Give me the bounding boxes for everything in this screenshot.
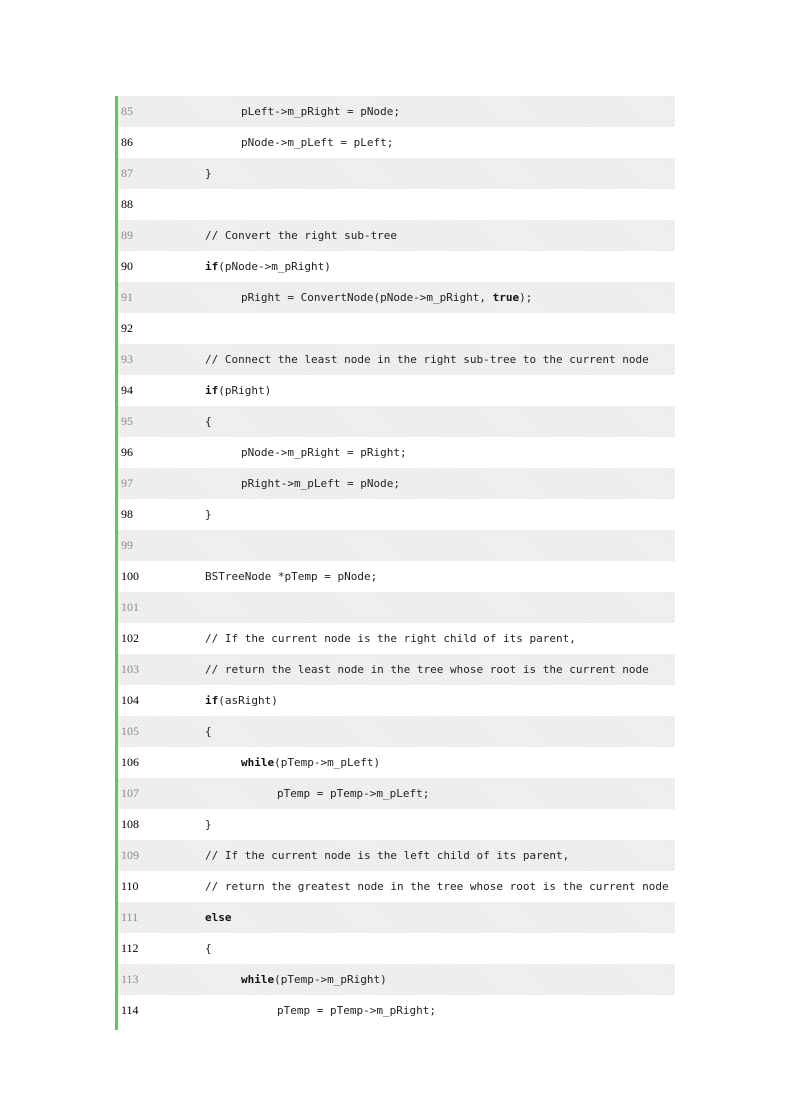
code-text (205, 902, 232, 933)
line-number: 96 (121, 445, 133, 459)
code-line (118, 468, 675, 499)
code-line (118, 282, 675, 313)
code-segment: (pTemp->m_pLeft) (274, 756, 381, 769)
code-segment: // If the current node is the left child of its parent, (205, 849, 570, 862)
line-number: 100 (121, 569, 139, 583)
code-line (118, 189, 675, 220)
code-listing (115, 96, 675, 1030)
code-line (118, 437, 675, 468)
code-text (277, 995, 436, 1026)
code-segment: (pTemp->m_pRight) (274, 973, 387, 986)
line-number: 97 (121, 476, 133, 490)
code-segment: } (205, 167, 212, 180)
code-line (118, 220, 675, 251)
line-number: 98 (121, 507, 133, 521)
code-segment: (asRight) (218, 694, 278, 707)
line-number: 92 (121, 321, 133, 335)
code-line (118, 499, 675, 530)
code-segment: // If the current node is the right child of its parent, (205, 632, 576, 645)
code-keyword: else (205, 911, 232, 924)
line-number: 101 (121, 600, 139, 614)
code-text (205, 840, 569, 871)
code-text (205, 716, 212, 747)
code-line (118, 344, 675, 375)
code-line (118, 871, 675, 902)
line-number: 91 (121, 290, 133, 304)
code-text (205, 499, 212, 530)
line-number: 102 (121, 631, 139, 645)
code-text (205, 375, 271, 406)
line-number: 85 (121, 104, 133, 118)
code-line (118, 995, 675, 1026)
code-line (118, 592, 675, 623)
code-segment: { (205, 415, 212, 428)
code-line (118, 96, 675, 127)
code-segment: // Convert the right sub-tree (205, 229, 398, 242)
line-number: 114 (121, 1003, 139, 1017)
line-number: 110 (121, 879, 139, 893)
code-segment: pNode->m_pLeft = pLeft; (241, 136, 394, 149)
line-number: 107 (121, 786, 139, 800)
line-number: 104 (121, 693, 139, 707)
code-keyword: if (205, 694, 219, 707)
code-segment: { (205, 725, 212, 738)
code-line (118, 654, 675, 685)
line-number: 108 (121, 817, 139, 831)
line-number: 87 (121, 166, 133, 180)
code-segment: pRight->m_pLeft = pNode; (241, 477, 400, 490)
line-number: 111 (121, 910, 139, 924)
code-line (118, 685, 675, 716)
code-text (205, 809, 212, 840)
code-text (241, 468, 400, 499)
code-text (205, 871, 669, 902)
code-text (205, 344, 649, 375)
code-line (118, 251, 675, 282)
code-line (118, 530, 675, 561)
line-number: 95 (121, 414, 133, 428)
code-segment: pNode->m_pRight = pRight; (241, 446, 407, 459)
line-number: 99 (121, 538, 133, 552)
code-line (118, 747, 675, 778)
code-segment: pLeft->m_pRight = pNode; (241, 105, 400, 118)
line-number: 94 (121, 383, 133, 397)
code-keyword: while (241, 756, 275, 769)
code-line (118, 158, 675, 189)
code-line (118, 623, 675, 654)
code-text (205, 685, 278, 716)
code-line (118, 778, 675, 809)
line-number: 109 (121, 848, 139, 862)
code-keyword: if (205, 260, 219, 273)
code-text (277, 778, 429, 809)
line-number: 89 (121, 228, 133, 242)
code-text (241, 96, 400, 127)
code-text (205, 654, 649, 685)
code-segment: pRight = ConvertNode(pNode->m_pRight, (241, 291, 493, 304)
code-line (118, 406, 675, 437)
code-keyword: true (492, 291, 520, 304)
code-line (118, 840, 675, 871)
code-segment: (pNode->m_pRight) (218, 260, 331, 273)
code-line (118, 964, 675, 995)
line-number: 113 (121, 972, 139, 986)
code-segment: { (205, 942, 212, 955)
line-number: 88 (121, 197, 133, 211)
code-text (241, 747, 380, 778)
code-line (118, 127, 675, 158)
code-text (241, 127, 393, 158)
code-line (118, 716, 675, 747)
line-number: 105 (121, 724, 139, 738)
code-text (241, 282, 532, 313)
code-keyword: if (205, 384, 219, 397)
code-line (118, 902, 675, 933)
line-number: 112 (121, 941, 139, 955)
code-text (205, 220, 397, 251)
code-segment: (pRight) (218, 384, 272, 397)
code-segment: BSTreeNode *pTemp = pNode; (205, 570, 378, 583)
code-keyword: while (241, 973, 275, 986)
code-text (205, 251, 331, 282)
line-number: 93 (121, 352, 133, 366)
code-text (205, 561, 377, 592)
code-segment: pTemp = pTemp->m_pLeft; (277, 787, 430, 800)
code-segment: pTemp = pTemp->m_pRight; (277, 1004, 436, 1017)
code-line (118, 933, 675, 964)
line-number: 103 (121, 662, 139, 676)
code-segment: } (205, 508, 212, 521)
code-segment: // Connect the least node in the right sub-tree to the current node (205, 353, 649, 366)
code-text (241, 437, 407, 468)
code-segment: // return the least node in the tree whose root is the current node (205, 663, 649, 676)
line-number: 106 (121, 755, 139, 769)
line-number: 86 (121, 135, 133, 149)
code-text (241, 964, 387, 995)
code-line (118, 809, 675, 840)
code-text (205, 933, 212, 964)
code-text (205, 158, 212, 189)
code-segment: } (205, 818, 212, 831)
line-number: 90 (121, 259, 133, 273)
code-line (118, 561, 675, 592)
code-text (205, 406, 212, 437)
code-line (118, 375, 675, 406)
code-text (205, 623, 576, 654)
code-line (118, 313, 675, 344)
code-segment: // return the greatest node in the tree whose root is the current node (205, 880, 669, 893)
code-segment: ); (519, 291, 533, 304)
